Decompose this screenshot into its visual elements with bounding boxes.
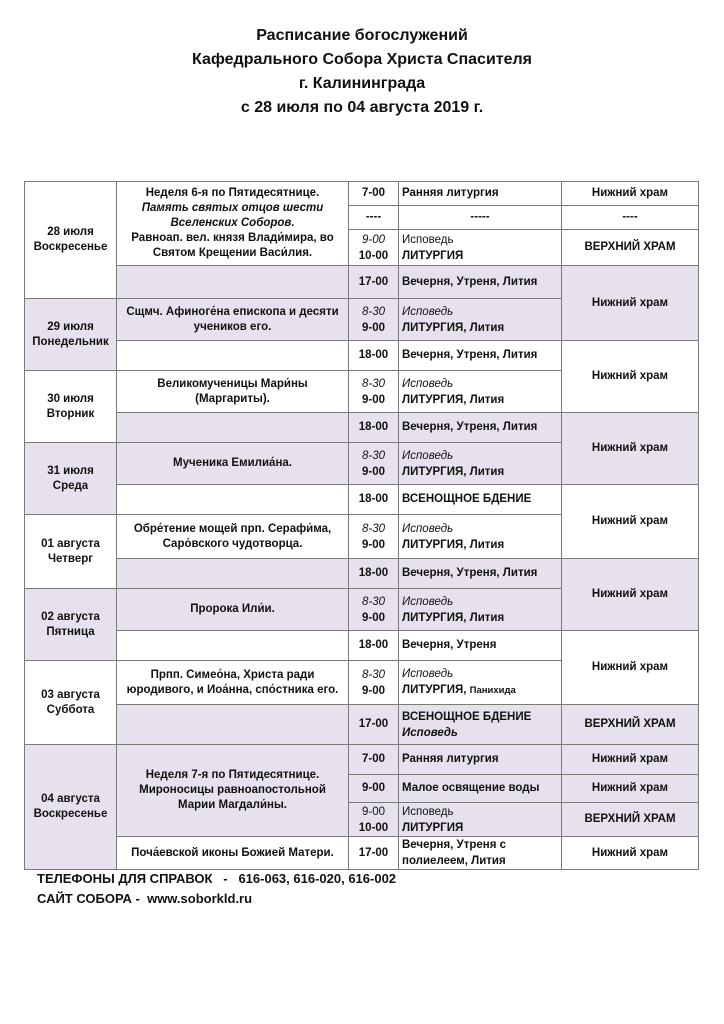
service-cell: Вечерня, Утреня, Лития <box>399 341 562 371</box>
place-cell: Нижний храм <box>562 837 699 870</box>
time-cell: 9-00 10-00 <box>349 803 399 837</box>
service-cell: Исповедь ЛИТУРГИЯ, Панихида <box>399 661 562 705</box>
time-cell: 18-00 <box>349 413 399 443</box>
day-cell: 04 августа Воскресенье <box>25 745 117 870</box>
site-link[interactable]: www.soborkld.ru <box>147 891 253 906</box>
time-cell: 8-30 9-00 <box>349 515 399 559</box>
phones-line: ТЕЛЕФОНЫ ДЛЯ СПРАВОК - 616-063, 616-020, 616-002 <box>37 871 397 886</box>
service-cell: Вечерня, Утреня с полиелеем, Лития <box>399 837 562 870</box>
time-cell: 18-00 <box>349 559 399 589</box>
place-cell: Нижний храм <box>562 745 699 775</box>
service-cell: Вечерня, Утреня, Лития <box>399 266 562 299</box>
place-cell: Нижний храм <box>562 341 699 413</box>
feast-cell: Пророка Или́и. <box>117 589 349 631</box>
service-cell: Малое освящение воды <box>399 775 562 803</box>
service-cell: Ранняя литургия <box>399 182 562 206</box>
phones-value: 616-063, 616-020, 616-002 <box>238 871 397 886</box>
place-cell: Нижний храм <box>562 631 699 705</box>
title-line-1: Расписание богослужений <box>256 27 468 44</box>
day-cell: 30 июля Вторник <box>25 371 117 443</box>
time-cell: 7-00 <box>349 745 399 775</box>
site-line: САЙТ СОБОРА - www.soborkld.ru <box>37 891 253 906</box>
time-cell: 8-30 9-00 <box>349 589 399 631</box>
time-cell: 17-00 <box>349 705 399 745</box>
time-cell: 8-30 9-00 <box>349 443 399 485</box>
place-cell: ---- <box>562 206 699 230</box>
time-cell: ---- <box>349 206 399 230</box>
schedule-table <box>24 181 699 870</box>
service-cell: Исповедь ЛИТУРГИЯ, Лития <box>399 589 562 631</box>
service-cell: ----- <box>399 206 562 230</box>
feast-cell: Поча́евской иконы Божией Матери. <box>117 837 349 870</box>
day-cell: 28 июля Воскресенье <box>25 182 117 299</box>
service-cell: Исповедь ЛИТУРГИЯ <box>399 803 562 837</box>
feast-cell: Великомученицы Мари́ны (Маргариты). <box>117 371 349 413</box>
day-cell: 03 августа Суббота <box>25 661 117 745</box>
title-line-2: Кафедрального Собора Христа Спасителя <box>191 51 533 68</box>
service-cell: Вечерня, Утреня, Лития <box>399 413 562 443</box>
document-title <box>0 24 724 120</box>
place-cell: Нижний храм <box>562 559 699 631</box>
service-cell: ВСЕНОЩНОЕ БДЕНИЕ Исповедь <box>399 705 562 745</box>
service-cell: Исповедь ЛИТУРГИЯ <box>399 230 562 266</box>
place-cell: Нижний храм <box>562 775 699 803</box>
time-cell: 18-00 <box>349 485 399 515</box>
time-cell: 8-30 9-00 <box>349 299 399 341</box>
service-cell: Исповедь ЛИТУРГИЯ, Лития <box>399 371 562 413</box>
time-cell: 17-00 <box>349 266 399 299</box>
place-cell: Нижний храм <box>562 182 699 206</box>
day-cell: 29 июля Понедельник <box>25 299 117 371</box>
feast-cell-empty <box>117 341 349 371</box>
title-line-4: с 28 июля по 04 августа 2019 г. <box>240 99 484 116</box>
service-cell: Исповедь ЛИТУРГИЯ, Лития <box>399 515 562 559</box>
feast-cell-empty <box>117 413 349 443</box>
service-cell: Исповедь ЛИТУРГИЯ, Лития <box>399 299 562 341</box>
place-cell: Нижний храм <box>562 485 699 559</box>
service-cell: Ранняя литургия <box>399 745 562 775</box>
feast-cell: Неделя 7-я по Пятидесятнице. Мироносицы равноапостольной Марии Магдали́ны. <box>117 745 349 837</box>
day-cell: 31 июля Среда <box>25 443 117 515</box>
title-line-3: г. Калининграда <box>298 75 426 92</box>
time-cell: 9-00 <box>349 775 399 803</box>
time-cell: 18-00 <box>349 631 399 661</box>
feast-cell: Мученика Емилиа́на. <box>117 443 349 485</box>
service-cell: Вечерня, Утреня, Лития <box>399 559 562 589</box>
day-cell: 01 августа Четверг <box>25 515 117 589</box>
feast-cell: Прпп. Симео́на, Христа ради юродивого, и Иоа́нна, спо́стника его. <box>117 661 349 705</box>
place-cell: ВЕРХНИЙ ХРАМ <box>562 230 699 266</box>
place-cell: Нижний храм <box>562 413 699 485</box>
feast-cell-empty <box>117 559 349 589</box>
time-cell: 7-00 <box>349 182 399 206</box>
day-cell: 02 августа Пятница <box>25 589 117 661</box>
feast-cell-empty <box>117 266 349 299</box>
place-cell: Нижний храм <box>562 266 699 341</box>
service-cell: Исповедь ЛИТУРГИЯ, Лития <box>399 443 562 485</box>
feast-cell-empty <box>117 631 349 661</box>
time-cell: 8-30 9-00 <box>349 661 399 705</box>
time-cell: 8-30 9-00 <box>349 371 399 413</box>
place-cell: ВЕРХНИЙ ХРАМ <box>562 705 699 745</box>
time-cell: 18-00 <box>349 341 399 371</box>
footer <box>37 869 396 909</box>
place-cell: ВЕРХНИЙ ХРАМ <box>562 803 699 837</box>
feast-cell-empty <box>117 485 349 515</box>
service-cell: ВСЕНОЩНОЕ БДЕНИЕ <box>399 485 562 515</box>
feast-cell: Сщмч. Афиноге́на епископа и десяти учеников его. <box>117 299 349 341</box>
feast-cell-empty <box>117 705 349 745</box>
time-cell: 17-00 <box>349 837 399 870</box>
feast-cell: Неделя 6-я по Пятидесятнице. Память святых отцов шести Вселенских Соборов. Равноап. вел. князя Влади́мира, во Святом Крещении Васи́лия. <box>117 182 349 266</box>
feast-cell: Обре́тение мощей прп. Серафи́ма, Саро́вского чудотворца. <box>117 515 349 559</box>
time-cell: 9-00 10-00 <box>349 230 399 266</box>
service-cell: Вечерня, Утреня <box>399 631 562 661</box>
